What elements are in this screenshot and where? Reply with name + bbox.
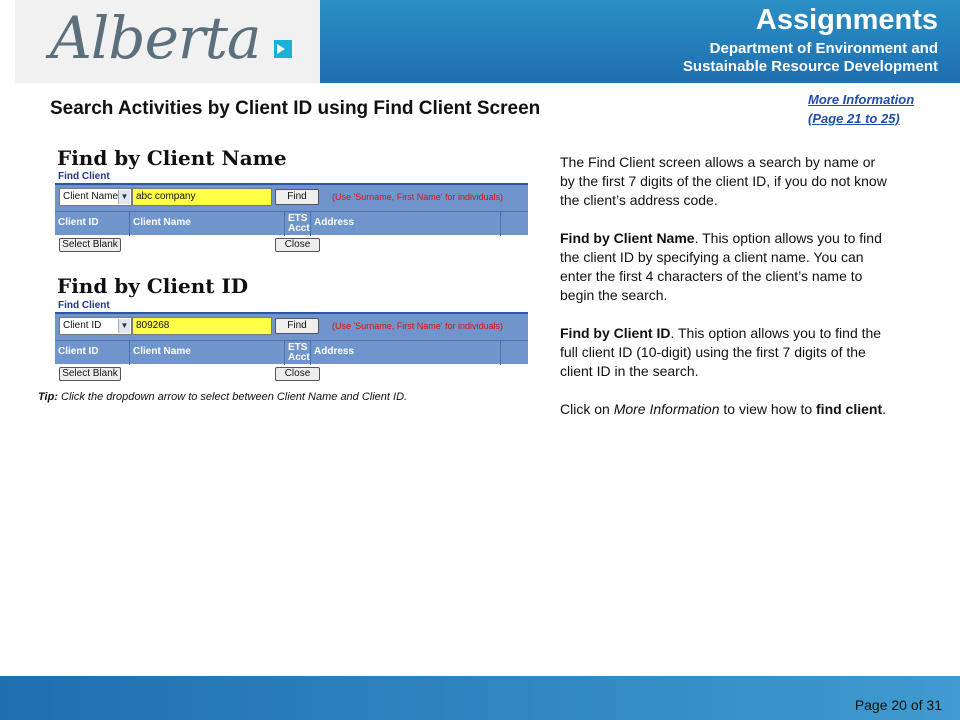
more-information-pages: (Page 21 to 25) (808, 111, 900, 126)
find-by-id-label: Find by Client ID (560, 325, 671, 341)
description (560, 153, 890, 438)
alberta-logo (15, 0, 320, 83)
column-client-id: Client ID (55, 341, 130, 365)
search-hint: (Use 'Surname, First Name' for individuals) (332, 321, 503, 331)
find-by-name-label: Find by Client Name (560, 230, 695, 246)
search-input[interactable]: abc company (132, 188, 272, 206)
find-client-panel-label: Find Client (55, 300, 528, 314)
column-acct-label: Acct (288, 352, 310, 363)
header-banner (320, 0, 960, 83)
column-address: Address (311, 341, 501, 365)
chevron-down-icon[interactable]: ▼ (118, 319, 130, 333)
department-line-1: Department of Environment and (709, 40, 938, 57)
search-hint: (Use 'Surname, First Name' for individuals) (332, 192, 503, 202)
find-by-client-id-heading: Find by Client ID (57, 274, 249, 298)
search-input[interactable]: 809268 (132, 317, 272, 335)
tip-body: Click the dropdown arrow to select between Client Name and Client ID. (61, 391, 408, 403)
column-ets-acct (285, 341, 311, 365)
actions-row (55, 235, 528, 253)
page-title: Search Activities by Client ID using Find Client Screen (50, 98, 541, 119)
find-by-name-text: . This option allows you to find the client ID by specifying a client name. You can enter the first 4 characters of the client’s name to begin the search. (560, 230, 882, 303)
column-address: Address (311, 212, 501, 236)
find-by-id-text: . This option allows you to find the full client ID (10-digit) using the first 7 digits of the client ID in the search. (560, 325, 882, 379)
column-ets-label: ETS (288, 342, 308, 353)
close-button[interactable]: Close (275, 367, 320, 381)
header (0, 0, 960, 83)
results-header (55, 340, 528, 364)
find-client-panel-label: Find Client (55, 171, 528, 185)
column-client-id: Client ID (55, 212, 130, 236)
dropdown-value: Client Name (63, 191, 119, 202)
click-find-client: find client (816, 401, 883, 417)
click-prefix: Click on (560, 401, 614, 417)
description-intro: The Find Client screen allows a search by name or by the first 7 digits of the client ID, if you do not know the client’s address code. (560, 154, 887, 208)
results-header (55, 211, 528, 235)
find-by-client-name-heading: Find by Client Name (57, 146, 287, 170)
banner-title: Assignments (755, 4, 938, 36)
column-client-name: Client Name (130, 341, 285, 365)
column-ets-acct (285, 212, 311, 236)
more-information-label: More Information (808, 92, 915, 107)
more-information-link[interactable] (808, 90, 914, 128)
column-acct-label: Acct (288, 223, 310, 234)
department-line-2: Sustainable Resource Development (682, 58, 938, 75)
find-button[interactable]: Find (275, 318, 319, 334)
select-blank-button[interactable]: Select Blank (59, 238, 121, 252)
logo-mark-icon (274, 40, 292, 58)
search-row (55, 185, 528, 211)
column-client-name: Client Name (130, 212, 285, 236)
chevron-down-icon[interactable]: ▼ (118, 190, 130, 204)
click-mid: to view how to (719, 401, 817, 417)
dropdown-value: Client ID (63, 320, 102, 331)
find-by-client-id-screen (55, 300, 528, 382)
department-name (683, 40, 938, 76)
click-end: . (882, 401, 887, 417)
find-by-client-name-screen (55, 171, 528, 253)
description-find-by-name (560, 229, 890, 305)
tip-label: Tip: (38, 391, 58, 403)
actions-row (55, 364, 528, 382)
click-more-info: More Information (613, 401, 720, 417)
find-button[interactable]: Find (275, 189, 319, 205)
footer-bar (0, 676, 960, 720)
search-type-dropdown[interactable] (59, 317, 132, 335)
description-click-more-info (560, 400, 890, 419)
page-number: Page 20 of 31 (854, 697, 942, 713)
logo-text: Alberta (50, 4, 261, 72)
search-row (55, 314, 528, 340)
select-blank-button[interactable]: Select Blank (59, 367, 121, 381)
column-ets-label: ETS (288, 213, 308, 224)
tip-text (38, 388, 438, 406)
description-find-by-id (560, 324, 890, 381)
close-button[interactable]: Close (275, 238, 320, 252)
search-type-dropdown[interactable] (59, 188, 132, 206)
